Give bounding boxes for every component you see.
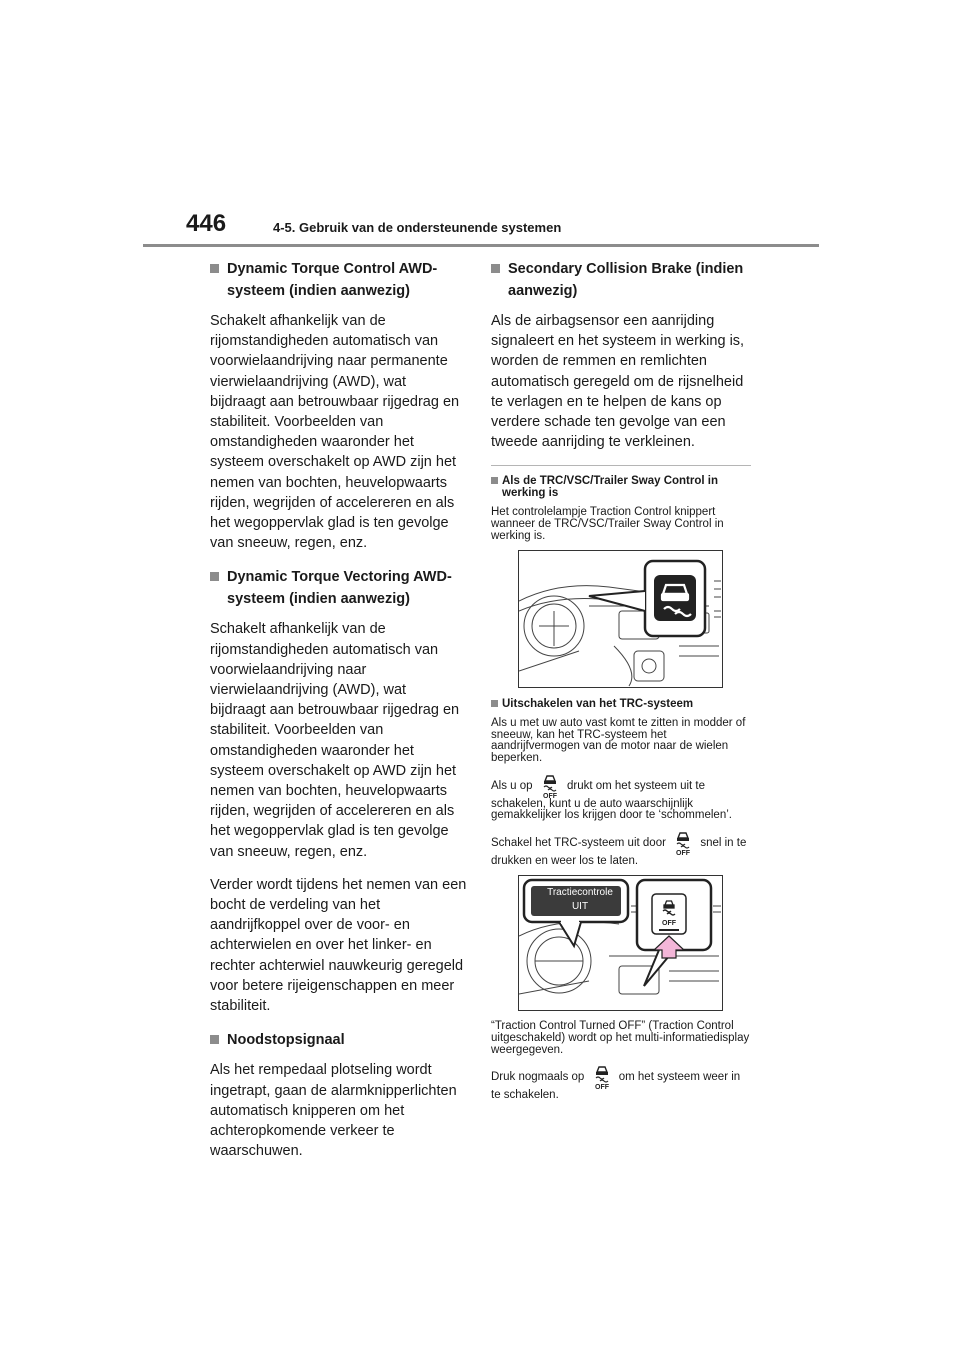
trc-title: Als de TRC/VSC/Trailer Sway Control in werking is xyxy=(502,475,718,500)
square-bullet-icon xyxy=(210,572,219,581)
display-message xyxy=(532,886,628,914)
subsection-divider xyxy=(491,465,751,466)
dashboard-indicator-illustration xyxy=(518,550,723,688)
svg-text:OFF: OFF xyxy=(542,792,557,799)
trc-off-button-illustration xyxy=(518,875,723,1011)
dtc-text: Schakelt afhankelijk van de rijomstandigheden automatisch van voorwielaandrijving naar permanente vierwielaandrijving (AWD), wat bijdraagt aan betrouwbaar rijgedrag en stabiliteit. Voorbeelden van omstandigheden waaronder het systeem overschakelt op AWD zijn het nemen van bochten, heuvelopwaarts rijden, wegrijden of accelereren en als het wegoppervlak glad is ten gevolge van sneeuw, regen, enz. xyxy=(210,313,460,552)
trc-on-text xyxy=(491,1064,751,1102)
dtc-title: Dynamic Torque Control AWD-systeem (indien aanwezig) xyxy=(227,261,438,299)
square-bullet-icon xyxy=(491,700,498,707)
square-bullet-icon xyxy=(491,264,500,273)
scb-heading xyxy=(491,258,751,302)
header-divider xyxy=(143,244,819,247)
trc-off-text-3-end: snel in te drukken en weer los te laten. xyxy=(491,836,747,867)
trc-off-text: Als u met uw auto vast komt te zitten in modder of sneeuw, kan het TRC-systeem het aandrijfvermogen van de motor naar de wielen beperken. xyxy=(491,717,746,764)
page-number: 446 xyxy=(186,210,227,237)
scb-title: Secondary Collision Brake (indien aanwezig) xyxy=(508,261,744,299)
trc-off-button-icon xyxy=(539,773,561,799)
square-bullet-icon xyxy=(210,1035,219,1044)
right-column xyxy=(491,258,751,1110)
ess-heading xyxy=(210,1029,464,1051)
display-message-line-1: Tractiecontrole xyxy=(547,887,613,899)
trc-heading xyxy=(491,475,751,499)
dtv-text: Schakelt afhankelijk van de rijomstandigheden automatisch van voorwielaandrijving naar vierwielaandrijving (AWD), wat bijdraagt aan betrouwbaar rijgedrag en stabiliteit. Voorbeelden van omstandigheden waaronder het systeem overschakelt op AWD zijn het nemen van bochten, heuvelopwaarts rijden, wegrijden of accelereren en als het wegoppervlak glad is ten gevolge van sneeuw, regen, enz. xyxy=(210,621,460,860)
trc-off-text-3 xyxy=(491,830,751,868)
trc-off-text-2 xyxy=(491,773,751,822)
ess-title: Noodstopsignaal xyxy=(227,1032,345,1049)
trc-on-text-end: om het systeem weer in te schakelen. xyxy=(491,1071,741,1102)
svg-text:OFF: OFF xyxy=(662,920,676,928)
trc-text: Het controlelampje Traction Control knippert wanneer de TRC/VSC/Trailer Sway Control in werking is. xyxy=(491,506,724,542)
trc-on-text-start: Druk nogmaals op xyxy=(491,1071,585,1084)
dtc-heading xyxy=(210,258,464,302)
svg-text:OFF: OFF xyxy=(676,849,691,856)
left-column xyxy=(210,258,467,1174)
square-bullet-icon xyxy=(491,477,498,484)
dtv-title: Dynamic Torque Vectoring AWD-systeem (indien aanwezig) xyxy=(227,569,452,608)
trc-off-button-icon xyxy=(672,830,694,856)
display-caption: “Traction Control Turned OFF” (Traction Control uitgeschakeld) wordt op het multi-informatiedisplay weergegeven. xyxy=(491,1020,750,1056)
trc-off-text-2-start: Als u op xyxy=(491,779,533,792)
trc-off-button-icon xyxy=(591,1064,613,1090)
trc-off-heading xyxy=(491,698,751,710)
trc-off-title: Uitschakelen van het TRC-systeem xyxy=(502,698,694,711)
trc-off-text-2-end: drukt om het systeem uit te schakelen, kunt u de auto waarschijnlijk gemakkelijker los krijgen door te ‘schommelen’. xyxy=(491,779,732,822)
scb-text: Als de airbagsensor een aanrijding signaleert en het systeem in werking is, worden de remmen en remlichten automatisch geregeld om de rijsnelheid te verlagen en te helpen de kans op verdere schade ten gevolge van een tweede aanrijding te verkleinen. xyxy=(491,313,745,451)
display-message-line-2: UIT xyxy=(571,901,589,913)
trc-off-text-3-start: Schakel het TRC-systeem uit door xyxy=(491,836,666,849)
ess-text: Als het rempedaal plotseling wordt ingetrapt, gaan de alarmknipperlichten automatisch knipperen om het achteropkomende verkeer te waarschuwen. xyxy=(210,1062,457,1160)
square-bullet-icon xyxy=(210,264,219,273)
dtv-heading xyxy=(210,566,464,610)
section-title: 4-5. Gebruik van de ondersteunende systemen xyxy=(273,220,562,235)
dtv-text-2: Verder wordt tijdens het nemen van een bocht de verdeling van het aandrijfkoppel over de voor- en achterwielen en over het linker- en rechter achterwiel nauwkeurig geregeld voor betere rijeigenschappen en meer stabiliteit. xyxy=(210,876,467,1015)
svg-text:OFF: OFF xyxy=(594,1084,609,1091)
